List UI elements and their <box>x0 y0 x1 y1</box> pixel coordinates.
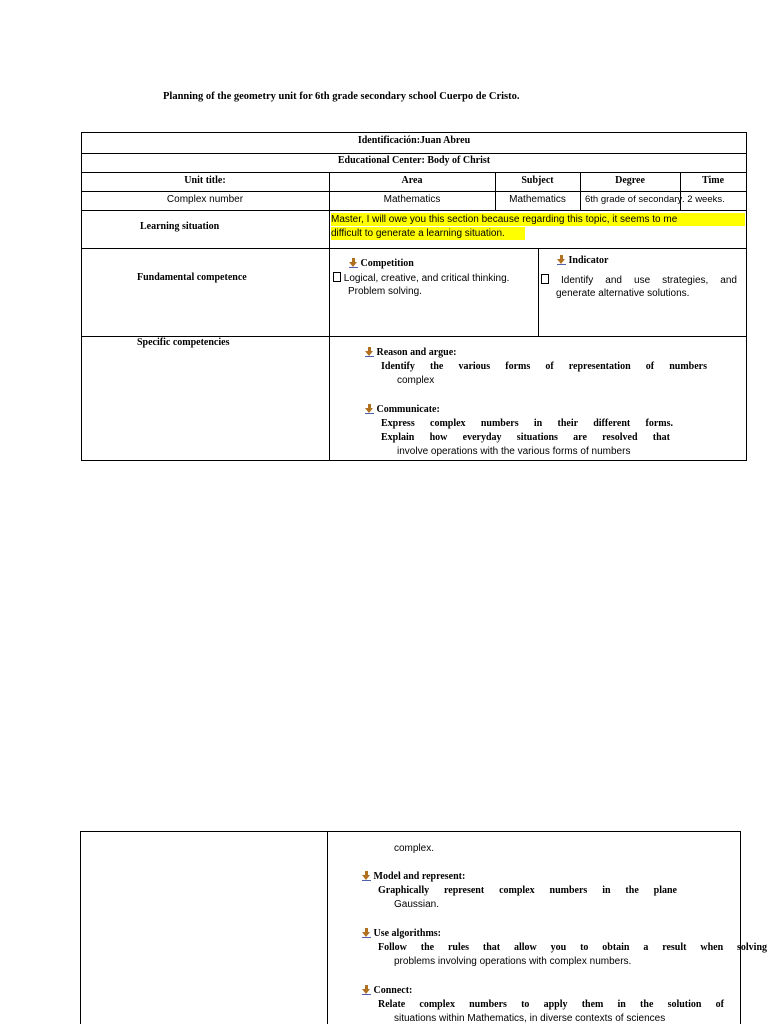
model-line2: Gaussian. <box>394 899 440 910</box>
arrow-bullet-icon <box>362 928 371 937</box>
indicator-heading: Indicator <box>557 255 609 266</box>
communicate-line2: Explain how everyday situations are resolved that <box>381 432 670 443</box>
arrow-bullet-icon <box>349 258 358 267</box>
model-heading: Model and represent: <box>362 871 465 882</box>
subject-value: Mathematics <box>509 194 566 205</box>
competition-line2: Problem solving. <box>348 286 422 297</box>
arrow-bullet-icon <box>365 404 374 413</box>
connect-line1: Relate complex numbers to apply them in the solution of <box>378 999 724 1010</box>
area-header: Area <box>401 175 423 186</box>
communicate-line1: Express complex numbers in their different forms. <box>381 418 673 429</box>
learning-situation-text-line1: Master, I will owe you this section because regarding this topic, it seems to me <box>331 213 745 226</box>
communicate-heading: Communicate: <box>365 404 440 415</box>
educational-center-cell: Educational Center: Body of Christ <box>337 155 491 166</box>
connect-line2: situations within Mathematics, in diverse contexts of sciences <box>394 1013 666 1024</box>
model-line1: Graphically represent complex numbers in the plane <box>378 885 677 896</box>
checkbox-icon <box>541 274 549 284</box>
fundamental-competence-label: Fundamental competence <box>137 272 247 283</box>
area-value: Mathematics <box>383 194 441 205</box>
degree-value: 6th grade of secondary <box>585 194 683 205</box>
algorithms-line1: Follow the rules that allow you to obtain a result when solving <box>378 942 767 953</box>
reason-line1: Identify the various forms of representation of numbers <box>381 361 707 372</box>
reason-line2: complex <box>397 375 435 386</box>
specific-competencies-label: Specific competencies <box>137 337 230 348</box>
competition-line1: Logical, creative, and critical thinking. <box>333 272 509 284</box>
time-header: Time <box>701 175 725 186</box>
page-title: Planning of the geometry unit for 6th grade secondary school Cuerpo de Cristo. <box>163 91 520 102</box>
unit-title-value: Complex number <box>166 194 244 205</box>
algorithms-heading: Use algorithms: <box>362 928 441 939</box>
identification-cell: Identificación:Juan Abreu <box>357 135 471 146</box>
unit-title-header: Unit title: <box>184 175 226 186</box>
arrow-bullet-icon <box>362 985 371 994</box>
arrow-bullet-icon <box>365 347 374 356</box>
continuation-text: complex. <box>394 843 435 854</box>
reason-heading: Reason and argue: <box>365 347 457 358</box>
competition-heading: Competition <box>349 258 414 269</box>
learning-situation-text-line2: difficult to generate a learning situation. <box>331 227 525 240</box>
learning-situation-label: Learning situation <box>140 221 220 232</box>
time-value: . 2 weeks. <box>682 194 725 205</box>
communicate-line3: involve operations with the various forms of numbers <box>397 446 631 457</box>
algorithms-line2: problems involving operations with complex numbers. <box>394 956 632 967</box>
checkbox-icon <box>333 272 341 282</box>
subject-header: Subject <box>521 175 554 186</box>
arrow-bullet-icon <box>557 255 566 264</box>
arrow-bullet-icon <box>362 871 371 880</box>
indicator-line2: generate alternative solutions. <box>556 288 690 299</box>
connect-heading: Connect: <box>362 985 412 996</box>
indicator-line1: Identify and use strategies, and <box>541 274 737 286</box>
degree-header: Degree <box>615 175 645 186</box>
